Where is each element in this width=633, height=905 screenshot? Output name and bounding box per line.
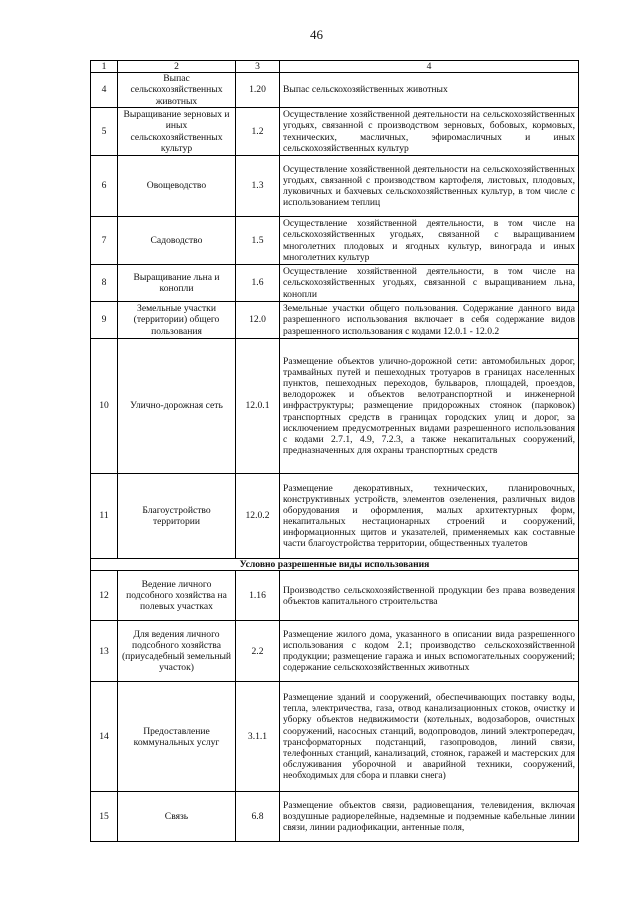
table-row <box>91 792 579 842</box>
row-number: 14 <box>91 682 118 792</box>
land-use-description: Размещение жилого дома, указанного в описании вида разрешенного использования с кодом 2.1; производство сельскохозяйственной продукции; размещение гаража и иных вспомогательных сооружений; содержание сельскохозяйственных животных <box>280 621 579 682</box>
row-number: 6 <box>91 156 118 217</box>
land-use-code: 1.20 <box>236 73 280 108</box>
table-row <box>91 682 579 792</box>
row-number: 4 <box>91 73 118 108</box>
row-number: 11 <box>91 474 118 559</box>
land-use-description: Осуществление хозяйственной деятельности на сельскохозяйственных угодьях, связанной с производством зерновых, бобовых, кормовых, технических, масличных, эфиромасличных и иных сельскохозяйственных культур <box>280 108 579 156</box>
land-use-description: Размещение зданий и сооружений, обеспечивающих поставку воды, тепла, электричества, газа, отвод канализационных стоков, очистку и уборку объектов недвижимости (котельных, водозаборов, очистных сооружений, насосных станций, водопроводов, линий электропередач, трансформаторных подстанций, газопроводов, линий связи, телефонных станций, канализаций, стоянок, гаражей и мастерских для обслуживания уборочной и аварийной техники, сооружений, необходимых для сбора и плавки снега) <box>280 682 579 792</box>
row-number: 5 <box>91 108 118 156</box>
land-use-table <box>90 60 579 842</box>
table-row <box>91 302 579 339</box>
land-use-code: 12.0.1 <box>236 339 280 474</box>
row-number: 12 <box>91 571 118 621</box>
section-title: Условно разрешенные виды использования <box>91 559 579 571</box>
land-use-name: Земельные участки (территории) общего пользования <box>118 302 236 339</box>
section-row <box>91 559 579 571</box>
land-use-name: Улично-дорожная сеть <box>118 339 236 474</box>
land-use-description: Осуществление хозяйственной деятельности на сельскохозяйственных угодьях, связанной с производством картофеля, листовых, плодовых, луковичных и бахчевых сельскохозяйственных культур, в том числе с использованием теплиц <box>280 156 579 217</box>
land-use-code: 1.5 <box>236 217 280 265</box>
land-use-name: Для ведения личного подсобного хозяйства (приусадебный земельный участок) <box>118 621 236 682</box>
table-row <box>91 339 579 474</box>
table-row <box>91 73 579 108</box>
land-use-name: Благоустройство территории <box>118 474 236 559</box>
table-header-row <box>91 61 579 73</box>
land-use-code: 1.3 <box>236 156 280 217</box>
land-use-description: Осуществление хозяйственной деятельности, в том числе на сельскохозяйственных угодьях, связанной с выращиванием многолетних плодовых и ягодных культур, винограда и иных многолетних культур <box>280 217 579 265</box>
header-col-1: 1 <box>91 61 118 73</box>
table-row <box>91 108 579 156</box>
table-row <box>91 156 579 217</box>
land-use-code: 12.0.2 <box>236 474 280 559</box>
land-use-code: 1.2 <box>236 108 280 156</box>
row-number: 7 <box>91 217 118 265</box>
land-use-description: Осуществление хозяйственной деятельности, в том числе на сельскохозяйственных угодьях, связанной с выращиванием льна, конопли <box>280 265 579 302</box>
row-number: 10 <box>91 339 118 474</box>
row-number: 8 <box>91 265 118 302</box>
row-number: 15 <box>91 792 118 842</box>
land-use-description: Земельные участки общего пользования. Содержание данного вида разрешенного использования включает в себя содержание видов разрешенного использования с кодами 12.0.1 - 12.0.2 <box>280 302 579 339</box>
land-use-code: 2.2 <box>236 621 280 682</box>
land-use-code: 1.16 <box>236 571 280 621</box>
land-use-name: Выпас сельскохозяйственных животных <box>118 73 236 108</box>
table-row <box>91 217 579 265</box>
table-row <box>91 265 579 302</box>
land-use-code: 6.8 <box>236 792 280 842</box>
land-use-name: Предоставление коммунальных услуг <box>118 682 236 792</box>
row-number: 9 <box>91 302 118 339</box>
land-use-code: 3.1.1 <box>236 682 280 792</box>
table-row <box>91 571 579 621</box>
land-use-description: Выпас сельскохозяйственных животных <box>280 73 579 108</box>
land-use-code: 12.0 <box>236 302 280 339</box>
page-number: 46 <box>310 27 323 42</box>
land-use-name: Садоводство <box>118 217 236 265</box>
land-use-name: Выращивание льна и конопли <box>118 265 236 302</box>
land-use-name: Связь <box>118 792 236 842</box>
table-row <box>91 474 579 559</box>
header-col-2: 2 <box>118 61 236 73</box>
land-use-name: Выращивание зерновых и иных сельскохозяйственных культур <box>118 108 236 156</box>
header-col-3: 3 <box>236 61 280 73</box>
land-use-code: 1.6 <box>236 265 280 302</box>
land-use-description: Размещение объектов улично-дорожной сети: автомобильных дорог, трамвайных путей и пешеходных тротуаров в границах населенных пунктов, пешеходных переходов, бульваров, площадей, проездов, велодорожек и объектов велотранспортной и инженерной инфраструктуры; размещение придорожных стоянок (парковок) транспортных средств в границах городских улиц и дорог, за исключением предусмотренных видами разрешенного использования с кодами 2.7.1, 4.9, 7.2.3, а также некапитальных сооружений, предназначенных для охраны транспортных средств <box>280 339 579 474</box>
land-use-name: Овощеводство <box>118 156 236 217</box>
table-row <box>91 621 579 682</box>
land-use-description: Размещение декоративных, технических, планировочных, конструктивных устройств, элементов озеленения, различных видов оборудования и оформления, малых архитектурных форм, некапитальных нестационарных строений и сооружений, информационных щитов и указателей, применяемых как составные части благоустройства территории, общественных туалетов <box>280 474 579 559</box>
land-use-description: Производство сельскохозяйственной продукции без права возведения объектов капитального строительства <box>280 571 579 621</box>
row-number: 13 <box>91 621 118 682</box>
header-col-4: 4 <box>280 61 579 73</box>
land-use-name: Ведение личного подсобного хозяйства на полевых участках <box>118 571 236 621</box>
land-use-description: Размещение объектов связи, радиовещания, телевидения, включая воздушные радиорелейные, надземные и подземные кабельные линии связи, линии радиофикации, антенные поля, <box>280 792 579 842</box>
